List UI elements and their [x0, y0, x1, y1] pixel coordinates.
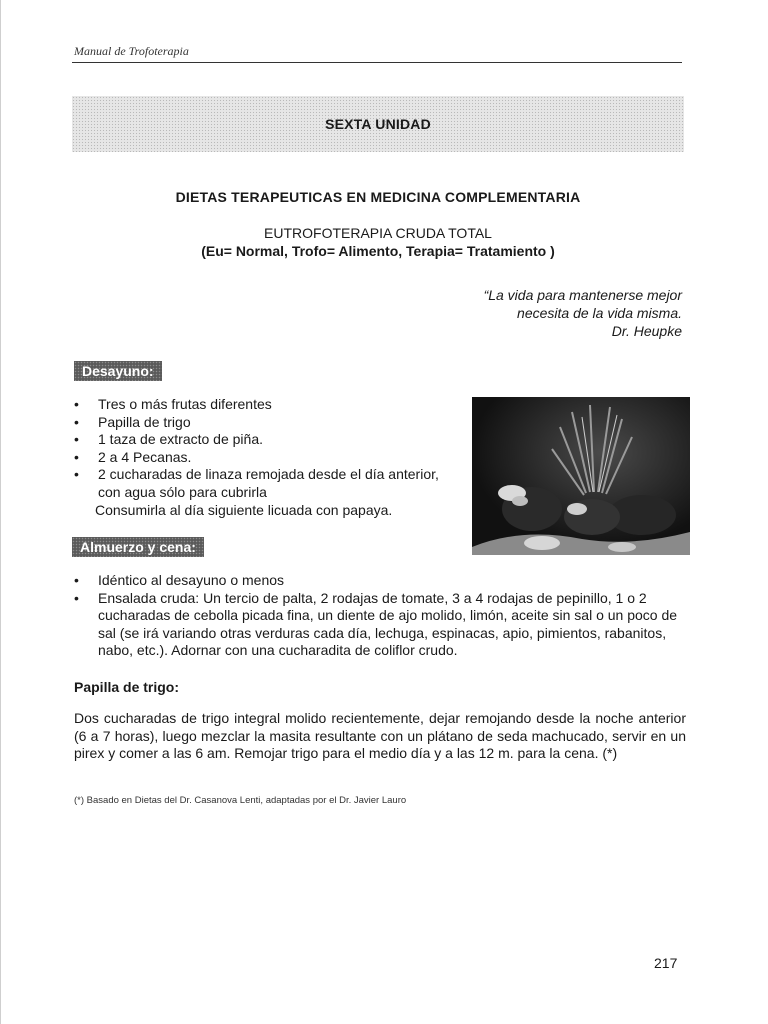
- list-item: • Idéntico al desayuno o menos: [74, 572, 684, 590]
- food-photo: [472, 397, 690, 555]
- quote-author: Dr. Heupke: [611, 323, 682, 339]
- almuerzo-label: Almuerzo y cena:: [72, 537, 204, 557]
- list-item: • Papilla de trigo: [74, 414, 454, 432]
- list-item: • Tres o más frutas diferentes: [74, 396, 454, 414]
- subtitle: EUTROFOTERAPIA CRUDA TOTAL: [264, 225, 492, 241]
- page-edge: [0, 0, 1, 1024]
- epigraph-quote: [484, 286, 682, 340]
- footnote: (*) Basado en Dietas del Dr. Casanova Lenti, adaptadas por el Dr. Javier Lauro: [74, 795, 407, 806]
- desayuno-continuation: Consumirla al día siguiente licuada con papaya.: [95, 502, 393, 518]
- quote-line-2: necesita de la vida misma.: [517, 305, 682, 321]
- papilla-text: Dos cucharadas de trigo integral molido recientemente, dejar remojando desde la noche anterior (6 a 7 horas), luego mezclar la masita resultante con un plátano de seda machucado, servir en un pirex y comer a las 6 am. Remojar trigo para el medio día y a las 12 m. para la cena. (*): [74, 710, 686, 761]
- unit-title: SEXTA UNIDAD: [325, 116, 431, 132]
- desayuno-list: [74, 396, 454, 501]
- main-title: DIETAS TERAPEUTICAS EN MEDICINA COMPLEMENTARIA: [175, 189, 581, 205]
- header-rule: [72, 62, 682, 63]
- unit-banner: [72, 96, 684, 152]
- page-number: 217: [654, 955, 678, 971]
- list-item: • 2 cucharadas de linaza remojada desde el día anterior, con agua sólo para cubrirla: [74, 466, 454, 501]
- running-head: Manual de Trofoterapia: [74, 44, 189, 58]
- quote-line-1: “La vida para mantenerse mejor: [483, 287, 682, 303]
- almuerzo-list: [74, 572, 684, 660]
- subtitle-definition: (Eu= Normal, Trofo= Alimento, Terapia= Tratamiento ): [201, 243, 555, 259]
- food-photo-illustration: [472, 397, 690, 555]
- list-item: • Ensalada cruda: Un tercio de palta, 2 rodajas de tomate, 3 a 4 rodajas de pepinillo, 1 o 2 cucharadas de cebolla picada fina, un diente de ajo molido, limón, aceite sin sal o un poco de sal (se irá variando otras verduras cada día, lechuga, espinacas, apio, pimientos, rabanitos, nabo, etc.). Adornar con una cucharadita de coliflor crudo.: [74, 590, 684, 660]
- list-item: • 2 a 4 Pecanas.: [74, 449, 454, 467]
- desayuno-label: Desayuno:: [74, 361, 162, 381]
- papilla-heading: Papilla de trigo:: [74, 679, 180, 695]
- list-item: • 1 taza de extracto de piña.: [74, 431, 454, 449]
